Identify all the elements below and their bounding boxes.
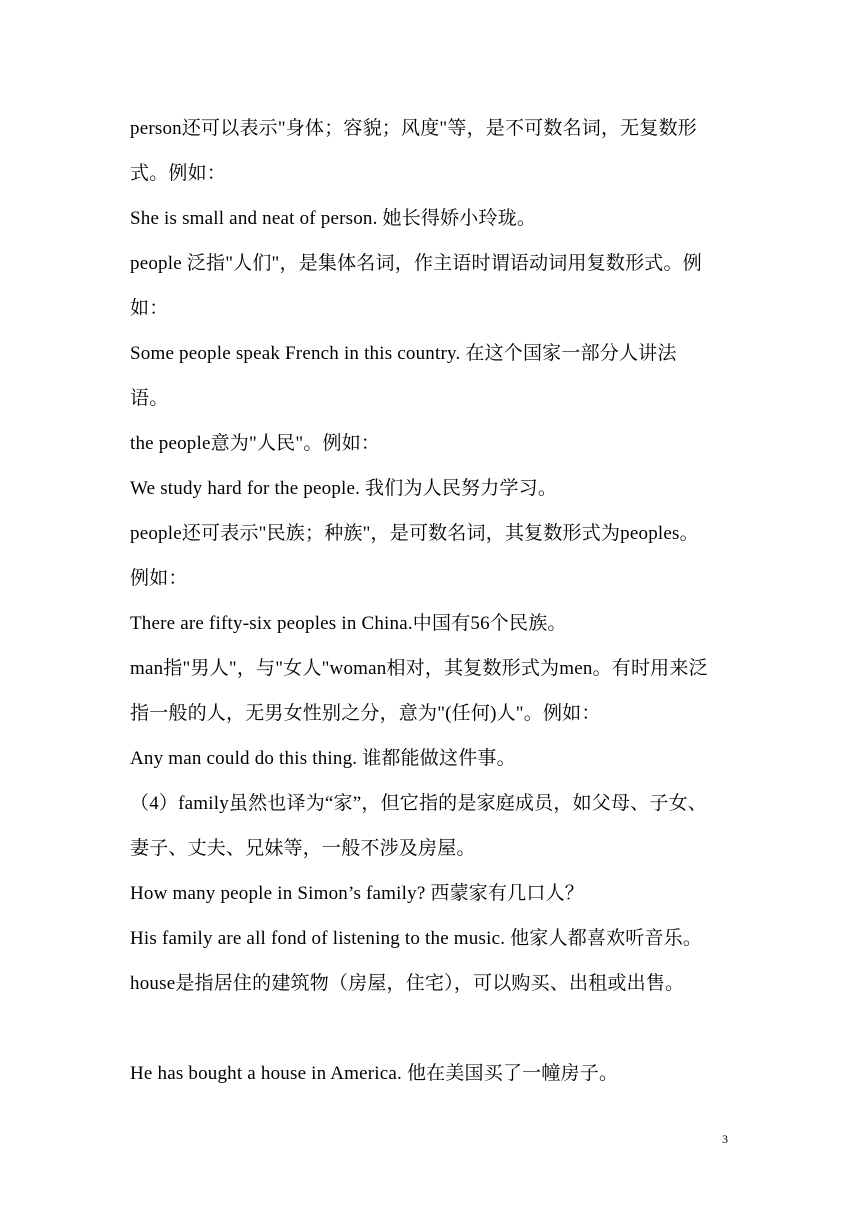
text-line: Any man could do this thing. 谁都能做这件事。 (130, 748, 516, 769)
text-line: 妻子、丈夫、兄妹等，一般不涉及房屋。 (130, 838, 476, 859)
text-line: person还可以表示"身体；容貌；风度"等，是不可数名词，无复数形 (130, 118, 697, 139)
text-line: people还可表示"民族；种族"，是可数名词，其复数形式为peoples。 (130, 523, 699, 544)
text-line: 语。 (130, 388, 169, 409)
text-line: people 泛指"人们"，是集体名词，作主语时谓语动词用复数形式。例 (130, 253, 702, 274)
text-line: His family are all fond of listening to the music. 他家人都喜欢听音乐。 (130, 928, 703, 949)
text-line: He has bought a house in America. 他在美国买了一幢房子。 (130, 1063, 619, 1084)
text-line: house是指居住的建筑物（房屋，住宅），可以购买、出租或出售。 (130, 973, 685, 994)
text-line: How many people in Simon’s family? 西蒙家有几口人？ (130, 883, 585, 904)
text-line: 例如： (130, 568, 188, 589)
text-line: （4）family虽然也译为“家”，但它指的是家庭成员，如父母、子女、 (130, 793, 707, 814)
text-line: We study hard for the people. 我们为人民努力学习。 (130, 478, 558, 499)
text-line: 式。例如： (130, 163, 227, 184)
text-line: There are fifty-six peoples in China.中国有56个民族。 (130, 613, 567, 634)
text-line: She is small and neat of person. 她长得娇小玲珑。 (130, 208, 537, 229)
text-line: the people意为"人民"。例如： (130, 433, 381, 454)
text-line: 指一般的人，无男女性别之分，意为"(任何)人"。例如： (130, 703, 601, 724)
page-number: 3 (722, 1132, 728, 1146)
text-line: Some people speak French in this country. 在这个国家一部分人讲法 (130, 343, 677, 364)
text-line: man指"男人"，与"女人"woman相对，其复数形式为men。有时用来泛 (130, 658, 708, 679)
text-line: 如： (130, 298, 169, 319)
